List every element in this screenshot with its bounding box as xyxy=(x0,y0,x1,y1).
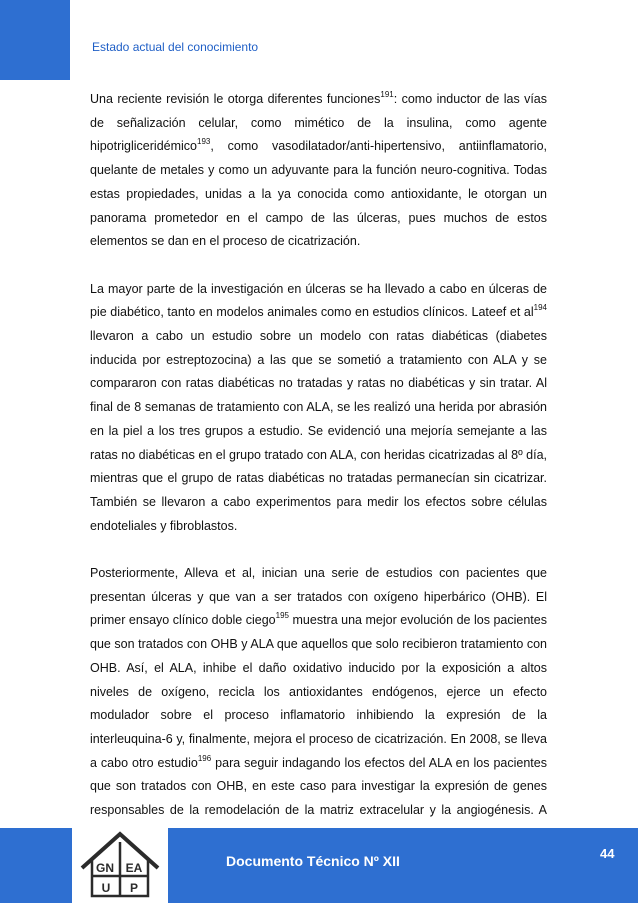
page-content xyxy=(90,88,547,846)
gneaupp-logo-graphic xyxy=(72,828,168,903)
text-run: Posteriormente, Alleva et al, inician una serie de estudios con pacientes que presentan úlceras y que van a ser tratados con oxígeno hiperbárico (OHB). El primer ensayo clínico doble ciego xyxy=(90,566,547,628)
page-number: 44 xyxy=(600,846,615,861)
section-header: Estado actual del conocimiento xyxy=(92,40,259,54)
page-footer xyxy=(0,828,638,903)
text-run: , como vasodilatador/anti-hipertensivo, antiinflamatorio, quelante de metales y como un adyuvante para la función neuro-cognitiva. Todas estas propiedades, unidas a la ya conocida como antioxidante, le otorgan un panorama prometedor en el campo de las úlceras, pues muchos de estos elementos se dan en el proceso de cicatrización. xyxy=(90,139,547,249)
svg-text:P: P xyxy=(129,881,139,895)
text-run: Una reciente revisión le otorga diferentes funciones xyxy=(90,92,381,106)
paragraph-1 xyxy=(90,88,547,254)
paragraph-3 xyxy=(90,562,547,846)
svg-text:GN: GN xyxy=(96,861,114,875)
gneaupp-logo xyxy=(72,828,168,903)
side-accent-bar xyxy=(0,0,70,80)
reference-superscript: 193 xyxy=(197,137,211,147)
reference-superscript: 191 xyxy=(380,90,394,99)
reference-superscript: 194 xyxy=(533,303,547,313)
text-run: para seguir indagando los efectos del ALA en los pacientes que son tratados con OHB, en este caso para investigar la expresión de genes responsables de la remodelación de la matriz extracelular y la angiogénesis. A xyxy=(90,755,547,818)
svg-text:EA: EA xyxy=(125,861,143,875)
svg-text:U: U xyxy=(101,881,111,895)
paragraph-2 xyxy=(90,278,547,539)
text-run: : como inductor de las vías de señalización celular, como mimético de la insulina, como agente hipotrigliceridémico xyxy=(90,92,548,154)
text-run: llevaron a cabo un estudio sobre un modelo con ratas diabéticas (diabetes inducida por estreptozocina) a las que se sometió a tratamiento con ALA y se compararon con ratas diabéticas no tratadas y ratas no diabéticas y sin tratar. Al final de 8 semanas de tratamiento con ALA, se les realizó una herida por abrasión en la piel a los tres grupos a estudio. Se evidenció una mejoría semejante a las ratas no diabéticas en el grupo tratado con ALA, con heridas cicatrizadas al 8º día, mientras que el grupo de ratas diabéticas no tratadas permanecían sin cicatrizar. También se llevaron a cabo experimentos para medir los efectos sobre células endoteliales y fibroblastos. xyxy=(90,329,547,533)
text-run: La mayor parte de la investigación en úlceras se ha llevado a cabo en úlceras de pie diabético, tanto en modelos animales como en estudios clínicos. Lateef et al xyxy=(90,281,547,320)
reference-superscript: 195 xyxy=(275,611,289,621)
reference-superscript: 196 xyxy=(197,753,212,763)
footer-title: Documento Técnico Nº XII xyxy=(226,853,400,869)
text-run: muestra una mejor evolución de los pacientes que son tratados con OHB y ALA que aquellos que solo recibieron tratamiento con OHB. Así, el ALA, inhibe el daño oxidativo inducido por la exposición a altos niveles de oxígeno, recicla los antioxidantes endógenos, ejerce un efecto modulador sobre el proceso inflamatorio inhibiendo la expresión de la interleuquina-6 y, finalmente, mejora el proceso de cicatrización. En 2008, se lleva a cabo otro estudio xyxy=(90,613,547,770)
